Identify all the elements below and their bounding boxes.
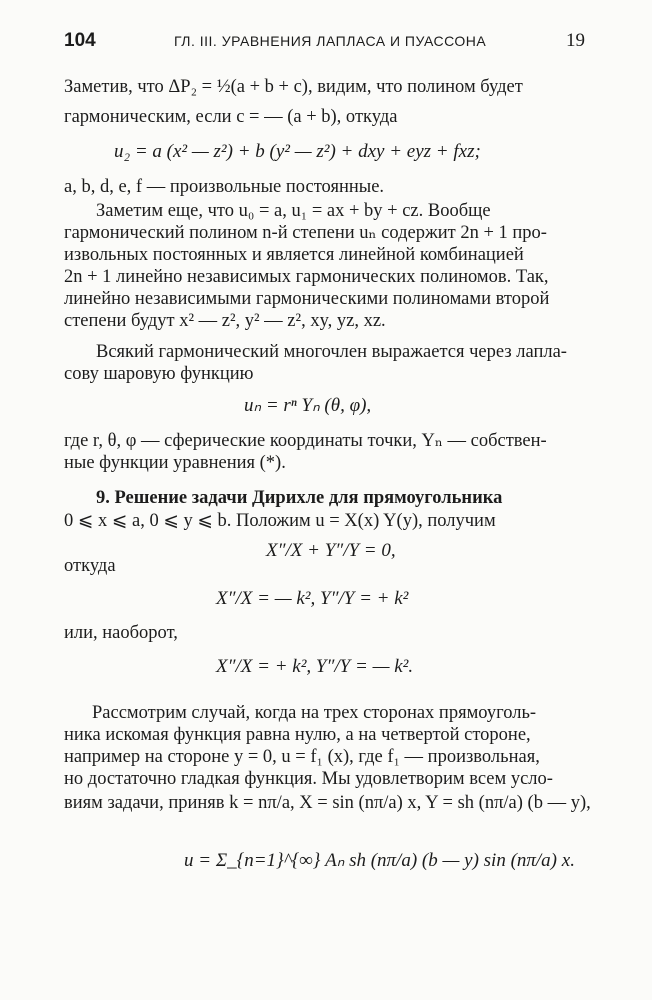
page-number: 104	[64, 30, 96, 51]
text-line-17: Рассмотрим случай, когда на трех сторонах прямоуголь-	[92, 703, 537, 723]
text-line-6: извольных постоянных и является линейной комбинацией	[64, 245, 524, 265]
equation-case-2: X″/X = + k², Y″/Y = — k².	[216, 656, 414, 677]
text-line-11: сову шаровую функцию	[64, 364, 254, 384]
equation-case-1: X″/X = — k², Y″/Y = + k²	[216, 588, 409, 609]
sheet-mark: 19	[566, 30, 585, 51]
text-line-21: виям задачи, приняв k = nπ/a, X = sin (nπ/a) x, Y = sh (nπ/a) (b — y),	[64, 793, 591, 813]
text-line-8: линейно независимыми гармоническими полиномами второй	[64, 289, 550, 309]
text-line-20: но достаточно гладкая функция. Мы удовлетворим всем усло-	[64, 769, 553, 789]
equation-laplace-spherical: uₙ = rⁿ Yₙ (θ, φ),	[244, 395, 372, 416]
text-line-12: где r, θ, φ — сферические координаты точки, Yₙ — собствен-	[64, 431, 547, 451]
text-line-9: степени будут x² — z², y² — z², xy, yz, xz.	[64, 311, 386, 331]
section-title: 9. Решение задачи Дирихле для прямоугольника	[96, 488, 503, 508]
text-line-10: Всякий гармонический многочлен выражается через лапла-	[96, 342, 567, 362]
text-line-3: a, b, d, e, f — произвольные постоянные.	[64, 177, 385, 197]
running-title: ГЛ. III. УРАВНЕНИЯ ЛАПЛАСА И ПУАССОНА	[174, 33, 487, 49]
text-line-14: 0 ⩽ x ⩽ a, 0 ⩽ y ⩽ b. Положим u = X(x) Y(y), получим	[64, 511, 496, 531]
text-line-18: ника искомая функция равна нулю, а на четвертой стороне,	[64, 725, 531, 745]
text-line-16: или, наоборот,	[64, 623, 178, 643]
text-line-5: гармонический полином n-й степени uₙ содержит 2n + 1 про-	[64, 223, 547, 243]
text-line-13: ные функции уравнения (*).	[64, 453, 286, 473]
equation-series-solution: u = Σ_{n=1}^{∞} Aₙ sh (nπ/a) (b — y) sin (nπ/a) x.	[184, 850, 575, 871]
text-line-4: Заметим еще, что u₀ = a, u₁ = ax + by + cz. Вообще	[96, 201, 491, 221]
text-line-19: например на стороне y = 0, u = f₁ (x), где f₁ — произвольная,	[64, 747, 540, 767]
text-line-1: Заметив, что ΔP₂ = ½(a + b + c), видим, что полином будет	[64, 77, 523, 97]
text-line-15: откуда	[64, 556, 116, 576]
equation-separation: X″/X + Y″/Y = 0,	[266, 540, 396, 561]
text-line-2: гармоническим, если c = — (a + b), откуда	[64, 107, 398, 127]
equation-u2: u₂ = a (x² — z²) + b (y² — z²) + dxy + eyz + fxz;	[114, 141, 481, 162]
text-line-7: 2n + 1 линейно независимых гармонических полиномов. Так,	[64, 267, 549, 287]
